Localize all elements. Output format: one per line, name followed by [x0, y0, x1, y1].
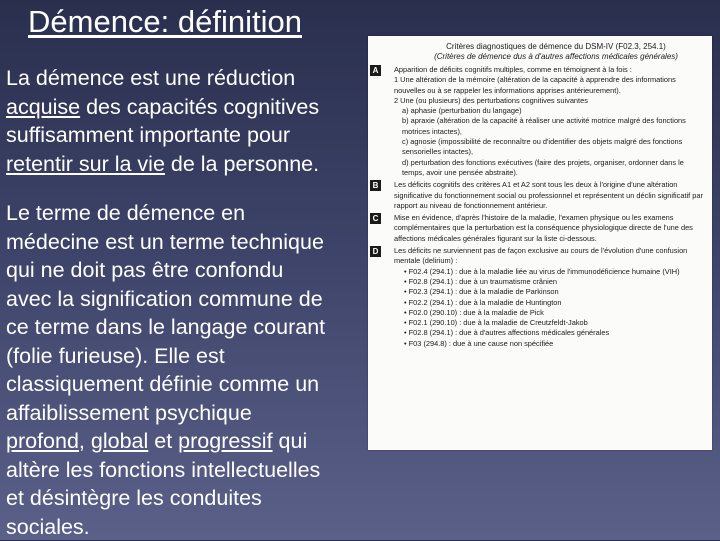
list-item: • F02.3 (294.1) : due à la maladie de Parkinson	[394, 287, 706, 297]
criterion-marker: C	[370, 213, 381, 224]
criterion-subitem: d) perturbation des fonctions exécutives (faire des projets, organiser, ordonner dans le temps, avoir une pensée abstraite).	[402, 157, 684, 177]
list-item: • F03 (294.8) : due à une cause non spécifiée	[394, 339, 706, 349]
text-line: de la personne.	[164, 151, 320, 176]
criterion-text: Les déficits ne surviennent pas de façon exclusive au cours de l'évolution d'une confusion mentale (delirium) :	[394, 246, 688, 266]
underlined-term: global	[90, 429, 149, 453]
criterion-subitem: 2 Une (ou plusieurs) des perturbations cognitives suivantes	[394, 95, 588, 105]
list-item: • F02.8 (294.1) : due à d'autres affections médicales générales	[394, 328, 706, 338]
list-item: • F02.1 (290.10) : due à la maladie de Creutzfeldt-Jakob	[394, 318, 706, 328]
underlined-term: profond	[6, 429, 79, 453]
list-item: • F02.8 (294.1) : due à un traumatisme crânien	[394, 277, 706, 287]
criterion-text: Apparition de déficits cognitifs multiples, comme en témoignent à la fois :	[394, 65, 632, 74]
criterion-c	[368, 213, 712, 244]
text-line: altère les fonctions intellectuelles	[6, 457, 321, 482]
criterion-text: Mise en évidence, d'après l'histoire de la maladie, l'examen physique ou les examens complémentaires que la perturbation est la conséquence physiologique directe de l'une des affections médicales générales figurant sur la liste ci-dessous.	[394, 213, 693, 243]
text-line: La démence est une réduction	[6, 66, 296, 90]
dsm-criteria-document	[368, 36, 712, 450]
slide-body	[6, 64, 390, 541]
criterion-subitem: c) agnosie (impossibilité de reconnaître ou d'identifier des objets malgré des fonctions sensorielles intactes),	[402, 137, 683, 157]
text-line: des capacités cognitives	[80, 94, 320, 119]
list-item: • F02.0 (290.10) : due à la maladie de Pick	[394, 308, 706, 318]
underlined-term: retentir sur la vie	[6, 151, 165, 176]
text-line: avec la signification commune de	[6, 286, 323, 311]
text-fragment: ,	[78, 429, 91, 453]
text-line: qui ne doit pas être confondu	[6, 258, 284, 282]
document-header	[368, 36, 712, 65]
list-item: • F02.4 (294.1) : due à la maladie liée au virus de l'immunodéficience humaine (VIH)	[394, 267, 706, 277]
slide-title: Démence: définition	[28, 4, 302, 39]
text-fragment: et	[148, 429, 179, 453]
definition-paragraph	[6, 64, 390, 178]
underlined-term: acquise	[6, 94, 81, 119]
text-line: et désintègre les conduites	[6, 486, 262, 510]
criterion-subitem: b) apraxie (altération de la capacité à réaliser une activité motrice malgré des fonctions motrices intactes),	[402, 116, 686, 136]
text-line: suffisamment importante pour	[6, 123, 291, 147]
text-line: classiquement définie comme un	[6, 372, 320, 396]
criterion-marker: A	[370, 65, 381, 76]
text-line: sociales.	[6, 514, 90, 539]
criterion-marker: D	[370, 246, 381, 257]
document-title: Critères diagnostiques de démence du DSM-IV (F02.3, 254.1)	[446, 42, 666, 51]
criterion-text: Les déficits cognitifs des critères A1 et A2 sont tous les deux à l'origine d'une altération significative du fonctionnement social ou professionnel et représentent un déclin significatif par rapport au niveau de fonctionnement antérieur.	[394, 180, 703, 210]
list-item: • F02.2 (294.1) : due à la maladie de Huntington	[394, 298, 706, 308]
document-subtitle: (Critères de démence dus à d'autres affections médicales générales)	[434, 52, 678, 61]
criterion-d	[368, 246, 712, 349]
criterion-b	[368, 180, 712, 211]
criterion-subitem: 1 Une altération de la mémoire (altération de la capacité à apprendre des informations nouvelles ou à se rappeler les informations apprises antérieurement).	[394, 75, 676, 95]
criterion-a	[368, 65, 712, 178]
text-line: Le terme de démence en	[6, 201, 246, 225]
text-line: médecine est un terme technique	[6, 229, 324, 254]
text-line: ce terme dans le langage courant	[6, 315, 326, 339]
technical-term-paragraph	[6, 199, 390, 541]
criterion-subitem: a) aphasie (perturbation du langage)	[402, 106, 522, 116]
text-line: (folie furieuse). Elle est	[6, 343, 225, 368]
text-line: affaiblissement psychique	[6, 400, 252, 425]
underlined-term: progressif	[178, 429, 273, 453]
text-fragment: qui	[272, 429, 308, 453]
criterion-marker: B	[370, 180, 381, 191]
